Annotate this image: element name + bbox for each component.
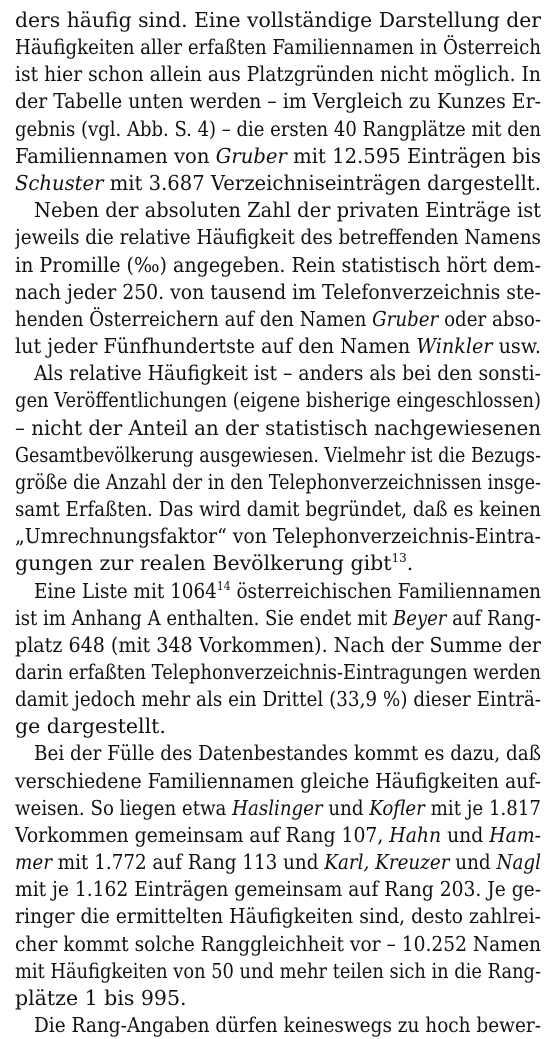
text-run: gungen zur realen Bevölkerung gibt [15, 551, 392, 575]
text-line [15, 522, 560, 550]
text-run: – nicht der Anteil an der statistisch nachgewiesenen [15, 416, 541, 440]
text-run: der Tabelle unten werden – im Vergleich zu Kunzes Er- [15, 89, 541, 113]
line-content [15, 794, 541, 822]
text-run: Gesamtbevölkerung ausgewiesen. Vielmehr ist die Bezugs- [15, 443, 541, 467]
text-line [15, 984, 560, 1012]
text-run: ist im Anhang A enthalten. Sie endet mit [15, 606, 393, 630]
text-run: mit je 1.817 [424, 796, 541, 820]
text-line [15, 875, 560, 903]
text-line [34, 196, 560, 224]
line-content [15, 6, 541, 34]
text-line [15, 142, 560, 170]
line-content [15, 875, 541, 903]
text-line [15, 930, 560, 958]
line-content [15, 930, 541, 958]
italic-name: Gruber [215, 144, 287, 168]
line-content [15, 631, 541, 659]
line-content [15, 223, 541, 251]
text-run: ringer die ermittelten Häufigkeiten sind, desto zahlrei- [15, 904, 541, 928]
text-line [15, 414, 560, 442]
text-run: österreichischen Familiennamen [230, 579, 541, 603]
text-run: darin erfaßten Telephonverzeichnis-Eintragungen werden [15, 660, 541, 684]
line-content [15, 251, 541, 279]
text-run: lut jeder Fünfhundertste auf den Namen [15, 334, 417, 358]
line-content [15, 658, 541, 686]
text-run: weisen. So liegen etwa [15, 796, 233, 820]
text-run: Neben der absoluten Zahl der privaten Einträge ist [34, 198, 541, 222]
text-line [15, 332, 560, 360]
text-run: und [449, 850, 497, 874]
text-run: gen Veröffentlichungen (eigene bisherige eingeschlossen) [15, 388, 541, 412]
text-line [15, 468, 560, 496]
text-run: gebnis (vgl. Abb. S. 4) – die ersten 40 Rangplätze mit den [15, 117, 541, 141]
line-content [34, 1011, 541, 1039]
text-run: und [441, 823, 490, 847]
text-run: mit 12.595 Einträgen bis [286, 144, 541, 168]
line-content [15, 495, 541, 523]
text-run: verschiedene Familiennamen gleiche Häufigkeiten auf- [15, 769, 541, 793]
text-run: nach jeder 250. von tausend im Telefonverzeichnis ste- [15, 280, 541, 304]
text-line [15, 902, 560, 930]
line-content [15, 33, 541, 61]
line-content [15, 60, 541, 88]
line-content [15, 957, 541, 985]
line-content [15, 522, 541, 550]
text-run: ders häufig sind. Eine vollständige Darstellung der [15, 8, 541, 32]
text-run: henden Österreichern auf den Namen [15, 307, 373, 331]
line-content [15, 386, 541, 414]
text-run: damit jedoch mehr als ein Drittel (33,9 %) dieser Einträ- [15, 687, 541, 711]
text-line [15, 685, 560, 713]
text-run: plätze 1 bis 995. [15, 986, 187, 1010]
line-content [15, 278, 541, 306]
text-line [15, 278, 560, 306]
text-run: . [406, 551, 414, 575]
text-line [15, 631, 560, 659]
text-line [34, 1011, 560, 1039]
text-run: Als relative Häufigkeit ist – anders als bei den sonsti- [34, 361, 541, 385]
text-run: usw. [492, 334, 541, 358]
text-line [15, 957, 560, 985]
text-run: cher kommt solche Ranggleichheit vor – 10.252 Namen [15, 932, 541, 956]
text-line [15, 441, 560, 469]
line-content [15, 604, 541, 632]
text-line [15, 305, 560, 333]
italic-name: Beyer [392, 606, 447, 630]
line-content [34, 739, 541, 767]
text-line [15, 87, 560, 115]
text-line [15, 386, 560, 414]
text-line [15, 604, 560, 632]
text-run: platz 648 (mit 348 Vorkommen). Nach der Summe der [15, 633, 541, 657]
text-run: mit Häufigkeiten von 50 und mehr teilen sich in die Rang- [15, 959, 541, 983]
italic-name: Haslinger [232, 796, 323, 820]
text-line [15, 60, 560, 88]
line-content: gungen zur realen Bevölkerung gibt13. [15, 551, 414, 575]
text-run: samt Erfaßten. Das wird damit begründet, daß es keinen [15, 497, 541, 521]
line-content [15, 142, 541, 170]
line-content [15, 902, 541, 930]
text-run: Bei der Fülle des Datenbestandes kommt es dazu, daß [34, 741, 541, 765]
line-content [15, 821, 541, 849]
line-content [15, 305, 541, 333]
line-content [34, 359, 541, 387]
text-line [15, 169, 560, 197]
italic-name: Kofler [369, 796, 425, 820]
text-run: mit 3.687 Verzeichniseinträgen dargestellt. [103, 171, 541, 195]
text-run: „Umrechnungsfaktor“ von Telephonverzeichnis-Eintra- [15, 524, 541, 548]
text-line [15, 821, 560, 849]
text-line [15, 712, 560, 740]
line-content [15, 848, 541, 876]
line-content [15, 767, 541, 795]
line-content [15, 441, 541, 469]
text-run: ist hier schon allein aus Platzgründen nicht möglich. In [15, 62, 541, 86]
text-line [15, 794, 560, 822]
text-run: Familiennamen von [15, 144, 216, 168]
italic-name: Winkler [416, 334, 493, 358]
text-line [15, 223, 560, 251]
text-run: mit je 1.162 Einträgen gemeinsam auf Rang 203. Je ge- [15, 877, 541, 901]
line-content [15, 414, 541, 442]
line-content [15, 685, 541, 713]
text-run: auf Rang- [446, 606, 541, 630]
text-line [15, 848, 560, 876]
line-content [15, 87, 541, 115]
line-content [34, 196, 541, 224]
text-line [15, 6, 560, 34]
line-content [15, 984, 187, 1012]
text-line [15, 115, 560, 143]
line-content: Eine Liste mit 106414 österreichischen Familiennamen [34, 579, 541, 603]
line-content [15, 115, 541, 143]
text-run: in Promille (‰) angegeben. Rein statistisch hört dem- [15, 253, 541, 277]
text-run: Häufigkeiten aller erfaßten Familiennamen in Österreich [15, 35, 541, 59]
line-content [15, 169, 541, 197]
text-line [15, 251, 560, 279]
italic-name: Nagl [496, 850, 541, 874]
line-content [15, 712, 166, 740]
italic-name: Schuster [15, 171, 104, 195]
italic-name: Ham- [489, 823, 541, 847]
text-line [15, 495, 560, 523]
text-line [34, 577, 560, 605]
text-run: Eine Liste mit 1064 [34, 579, 217, 603]
text-run: ge dargestellt. [15, 714, 166, 738]
text-run: oder abso- [438, 307, 541, 331]
text-line [15, 549, 560, 577]
italic-name: mer [15, 850, 52, 874]
text-run: Die Rang-Angaben dürfen keineswegs zu hoch bewer- [34, 1013, 541, 1037]
italic-name: Karl, Kreuzer [324, 850, 450, 874]
text-line [15, 33, 560, 61]
text-run: mit 1.772 auf Rang 113 und [51, 850, 325, 874]
text-line [34, 359, 560, 387]
text-run: jeweils die relative Häufigkeit des betreffenden Namens [15, 225, 541, 249]
italic-name: Gruber [372, 307, 439, 331]
text-run: größe die Anzahl der in den Telephonverzeichnissen insge- [15, 470, 541, 494]
text-line [15, 767, 560, 795]
line-content [15, 332, 541, 360]
text-line [15, 658, 560, 686]
italic-name: Hahn [389, 823, 442, 847]
line-content [15, 468, 541, 496]
text-line [34, 739, 560, 767]
text-run: Vorkommen gemeinsam auf Rang 107, [15, 823, 390, 847]
text-run: und [322, 796, 370, 820]
